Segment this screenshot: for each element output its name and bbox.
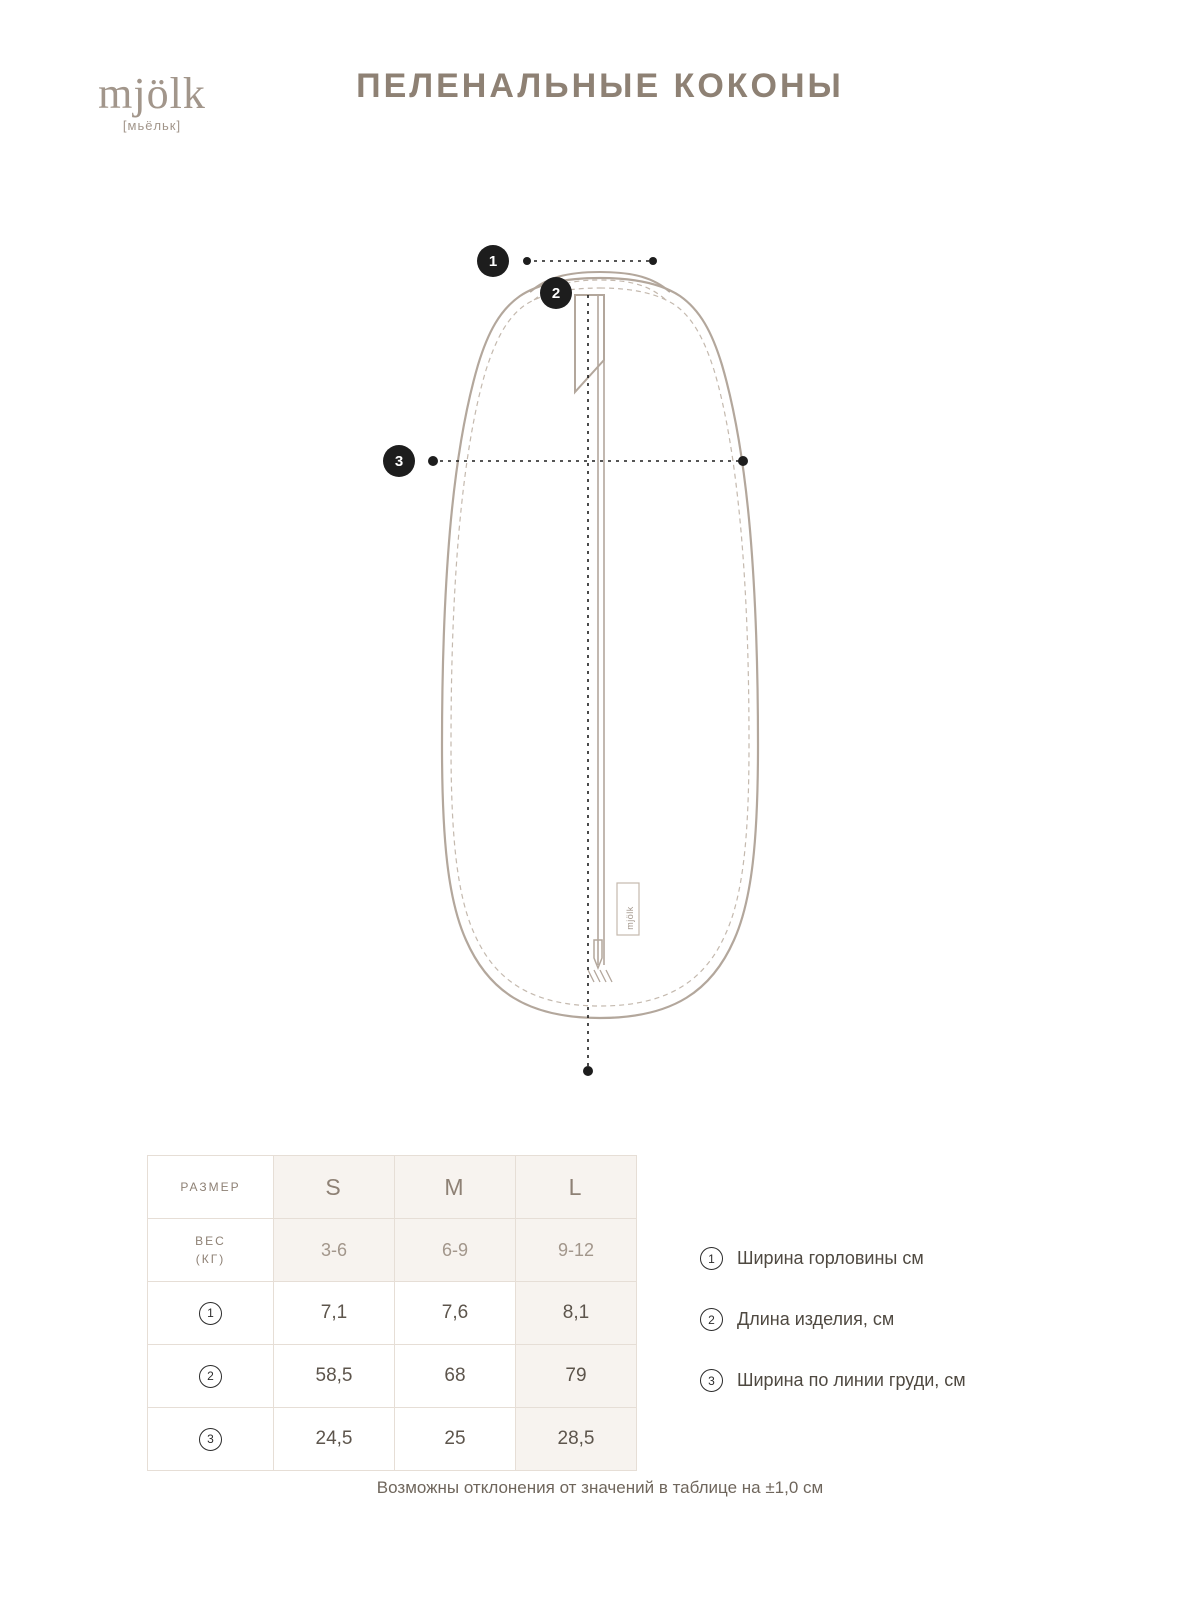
garment-brand-tag	[617, 883, 639, 935]
legend-item-3	[700, 1365, 1120, 1396]
marker-1: 1	[488, 253, 498, 270]
garment-outline	[442, 278, 758, 1018]
brand-logo-subtitle: [мьёльк]	[122, 118, 182, 133]
table-row	[148, 1282, 637, 1345]
legend-marker-2: 2	[700, 1308, 723, 1331]
table-row	[148, 1219, 637, 1282]
garment-zipper	[588, 295, 612, 982]
table-m2-l: 79	[516, 1345, 637, 1408]
marker-1-badge: 1	[199, 1302, 222, 1325]
table-row	[148, 1408, 637, 1471]
marker-3: 3	[394, 453, 404, 470]
table-header-size-s: S	[274, 1156, 395, 1219]
measure-neck-width	[477, 245, 657, 277]
table-row-marker-2	[148, 1345, 274, 1408]
brand-logo	[62, 69, 242, 133]
measure-chest-width	[383, 445, 748, 477]
marker-2-badge: 2	[199, 1365, 222, 1388]
table-m2-m: 68	[395, 1345, 516, 1408]
legend-item-2	[700, 1304, 1120, 1335]
brand-logo-word: mjölk	[98, 69, 206, 118]
table-weight-l: 9-12	[516, 1219, 637, 1282]
table-m1-s: 7,1	[274, 1282, 395, 1345]
table-row	[148, 1345, 637, 1408]
garment-tag-label: mjölk	[625, 906, 635, 930]
table-m3-m: 25	[395, 1408, 516, 1471]
page-title: ПЕЛЕНАЛЬНЫЕ КОКОНЫ	[356, 67, 844, 105]
table-m1-m: 7,6	[395, 1282, 516, 1345]
table-weight-label	[148, 1219, 274, 1282]
table-weight-s: 3-6	[274, 1219, 395, 1282]
table-m1-l: 8,1	[516, 1282, 637, 1345]
legend-text-3: Ширина по линии груди, см	[737, 1370, 966, 1390]
table-header-size-l: L	[516, 1156, 637, 1219]
table-header-size-label: РАЗМЕР	[148, 1156, 274, 1219]
measure-length	[540, 277, 593, 1076]
table-header-size-m: M	[395, 1156, 516, 1219]
table-row-marker-3	[148, 1408, 274, 1471]
table-weight-label-line2: (КГ)	[195, 1252, 226, 1266]
garment-stitching	[451, 288, 749, 1006]
legend-marker-3: 3	[700, 1369, 723, 1392]
marker-2: 2	[551, 285, 561, 302]
size-table	[147, 1155, 637, 1471]
table-m3-l: 28,5	[516, 1408, 637, 1471]
legend-text-2: Длина изделия, см	[737, 1309, 895, 1329]
table-header-row	[148, 1156, 637, 1219]
tolerance-footnote: Возможны отклонения от значений в таблице на ±1,0 см	[376, 1478, 824, 1497]
legend-marker-1: 1	[700, 1247, 723, 1270]
legend-item-1	[700, 1243, 1120, 1274]
garment-diagram	[0, 200, 1200, 1120]
marker-3-badge: 3	[199, 1428, 222, 1451]
table-m3-s: 24,5	[274, 1408, 395, 1471]
measurement-legend	[700, 1243, 1120, 1426]
table-weight-label-line1: ВЕС	[195, 1234, 226, 1248]
garment-collar-flap	[575, 295, 604, 392]
legend-text-1: Ширина горловины см	[737, 1248, 924, 1268]
table-weight-m: 6-9	[395, 1219, 516, 1282]
table-row-marker-1	[148, 1282, 274, 1345]
table-m2-s: 58,5	[274, 1345, 395, 1408]
